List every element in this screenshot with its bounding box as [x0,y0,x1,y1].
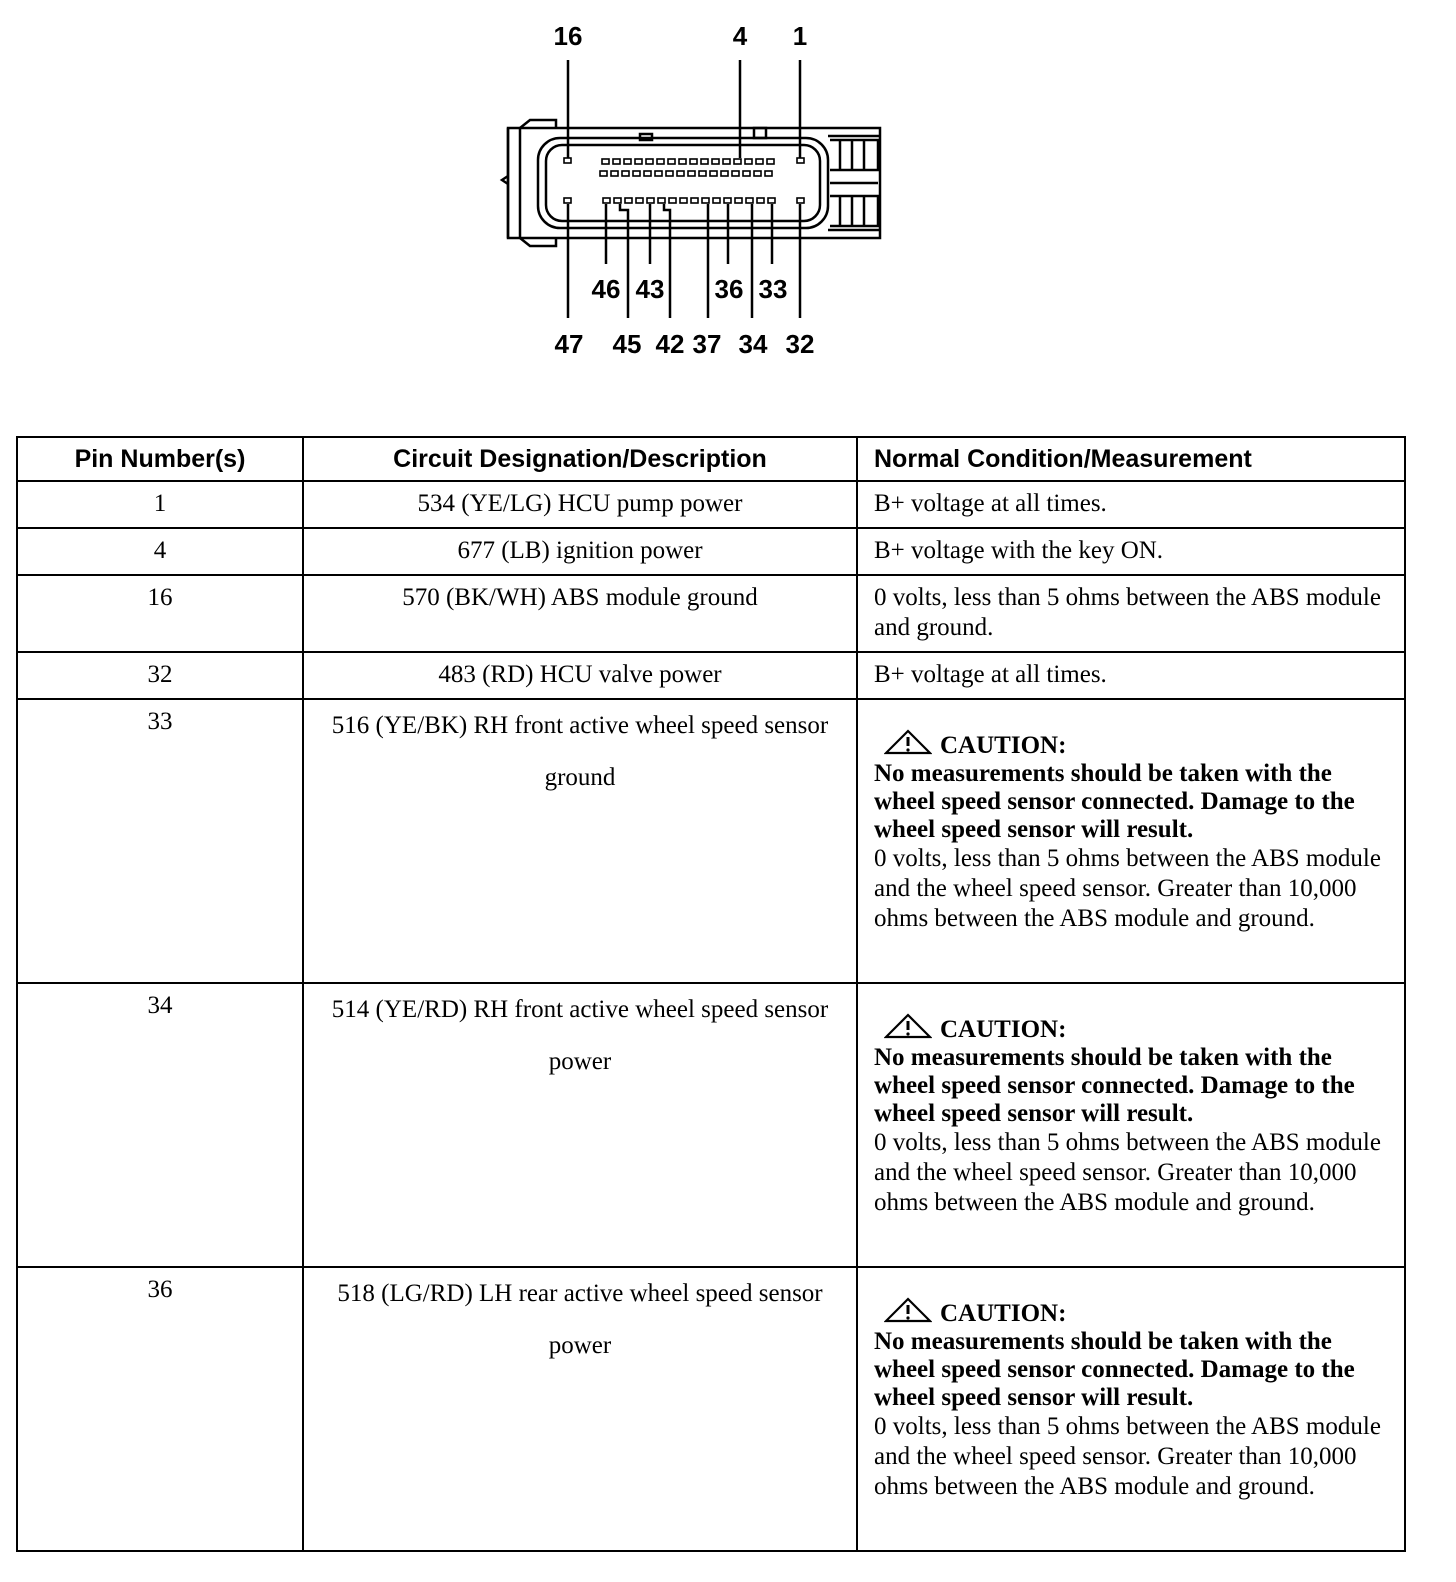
circuit-description: 516 (YE/BK) RH front active wheel speed sensor ground [303,699,857,983]
pin-number: 32 [17,652,303,699]
pin-label-34: 34 [738,329,768,359]
pin-label-32: 32 [785,329,815,359]
caution-text: No measurements should be taken with the wheel speed sensor connected. Damage to the wheel speed sensor will result. [874,1044,1355,1127]
pin-label-33: 33 [758,274,788,304]
pin-label-43: 43 [635,274,665,304]
pin-cavity [701,159,708,164]
pin-label-16: 16 [553,21,583,51]
pin-cavity [625,198,632,203]
pin-cavity [767,159,774,164]
pin-cavity [624,159,631,164]
pin-cavity [754,171,761,176]
caution-text: No measurements should be taken with the wheel speed sensor connected. Damage to the wheel speed sensor will result. [874,1328,1355,1411]
warning-triangle-icon [884,729,932,755]
table-row [17,528,1405,575]
pin-cavity [669,198,676,203]
pin-cavities [564,158,804,203]
normal-condition: B+ voltage with the key ON. [857,528,1405,575]
pin-cavity [732,171,739,176]
table-row [17,1267,1405,1551]
pin-cavity [713,198,720,203]
pin-cavity [746,198,753,203]
pin-cavity [690,159,697,164]
pin-cavity [768,198,775,203]
pin-cavity [600,171,607,176]
normal-condition: 0 volts, less than 5 ohms between the ABS module and ground. [857,575,1405,652]
pin-number: 4 [17,528,303,575]
pin-number: 1 [17,481,303,528]
pin-label-47: 47 [554,329,584,359]
caution-text: No measurements should be taken with the wheel speed sensor connected. Damage to the wheel speed sensor will result. [874,760,1355,843]
pin-number: 34 [17,983,303,1267]
caution-heading [874,729,1396,760]
pin-label-45: 45 [612,329,642,359]
table-header-row [17,437,1405,481]
header-pin-numbers: Pin Number(s) [17,437,303,481]
caution-label: CAUTION: [940,732,1067,759]
pin-cavity [797,158,804,163]
pin-cavity [757,198,764,203]
pin-cavity [734,159,741,164]
pin-cavity [724,198,731,203]
normal-condition: 0 volts, less than 5 ohms between the ABS module and the wheel speed sensor. Greater than 10,000 ohms between the ABS module and ground. [874,1129,1381,1216]
pin-number: 36 [17,1267,303,1551]
caution-label: CAUTION: [940,1300,1067,1327]
pin-number: 33 [17,699,303,983]
table-row [17,652,1405,699]
pin-cavity [735,198,742,203]
pin-cavity [603,198,610,203]
pin-cavity [635,159,642,164]
header-condition: Normal Condition/Measurement [857,437,1405,481]
pin-label-36: 36 [714,274,744,304]
warning-triangle-icon [884,1013,932,1039]
pin-cavity [622,171,629,176]
pin-cavity [745,159,752,164]
table-row [17,983,1405,1267]
pin-cavity [743,171,750,176]
pin-cavity [688,171,695,176]
normal-condition: B+ voltage at all times. [857,652,1405,699]
pin-cavity [680,198,687,203]
pin-cavity [613,159,620,164]
circuit-description: 570 (BK/WH) ABS module ground [303,575,857,652]
normal-condition: B+ voltage at all times. [857,481,1405,528]
table-row [17,481,1405,528]
pin-label-1: 1 [792,21,808,51]
pin-cavity [647,198,654,203]
circuit-description: 518 (LG/RD) LH rear active wheel speed sensor power [303,1267,857,1551]
pin-cavity [655,171,662,176]
connector-body [502,120,880,246]
pin-label-37: 37 [692,329,722,359]
pin-cavity [765,171,772,176]
pin-number: 16 [17,575,303,652]
pin-cavity [644,171,651,176]
pin-cavity [721,171,728,176]
table-row [17,575,1405,652]
pin-cavity [646,159,653,164]
pin-cavity [602,159,609,164]
pin-cavity [699,171,706,176]
pin-cavity [679,159,686,164]
pin-cavity [611,171,618,176]
pin-label-4: 4 [732,21,748,51]
normal-condition-cell [857,1267,1405,1551]
pin-cavity [564,198,571,203]
caution-label: CAUTION: [940,1016,1067,1043]
pin-cavity [666,171,673,176]
pin-cavity [668,159,675,164]
circuit-description: 534 (YE/LG) HCU pump power [303,481,857,528]
caution-heading [874,1297,1396,1328]
pin-label-42: 42 [655,329,685,359]
pin-cavity [657,159,664,164]
circuit-description: 677 (LB) ignition power [303,528,857,575]
normal-condition: 0 volts, less than 5 ohms between the ABS module and the wheel speed sensor. Greater than 10,000 ohms between the ABS module and ground. [874,845,1381,932]
pin-cavity [564,158,571,163]
circuit-description: 514 (YE/RD) RH front active wheel speed sensor power [303,983,857,1267]
pin-cavity [658,198,665,203]
normal-condition: 0 volts, less than 5 ohms between the ABS module and the wheel speed sensor. Greater than 10,000 ohms between the ABS module and ground. [874,1413,1381,1500]
pin-cavity [702,198,709,203]
pin-cavity [797,198,804,203]
pin-cavity [614,198,621,203]
pin-cavity [710,171,717,176]
warning-triangle-icon [884,1297,932,1323]
normal-condition-cell [857,699,1405,983]
header-circuit: Circuit Designation/Description [303,437,857,481]
pin-cavity [633,171,640,176]
table-row [17,699,1405,983]
pin-cavity [756,159,763,164]
connector-diagram [0,0,1456,400]
caution-heading [874,1013,1396,1044]
pin-cavity [712,159,719,164]
pin-cavity [677,171,684,176]
pin-cavity [636,198,643,203]
pin-cavity [723,159,730,164]
circuit-description: 483 (RD) HCU valve power [303,652,857,699]
pin-cavity [691,198,698,203]
pin-label-46: 46 [591,274,621,304]
pin-table [16,436,1406,1552]
normal-condition-cell [857,983,1405,1267]
